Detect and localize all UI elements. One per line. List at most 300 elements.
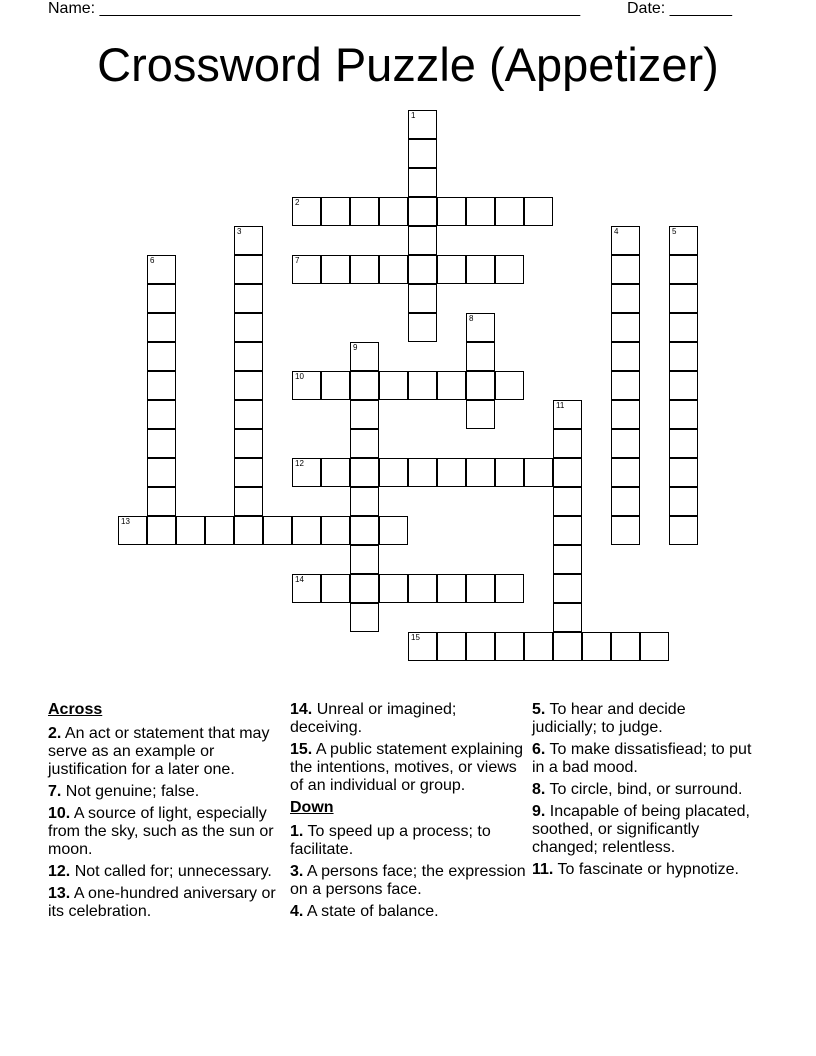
grid-cell[interactable] <box>408 284 437 313</box>
cell-letter-input[interactable] <box>467 633 494 660</box>
clue-down-item <box>290 863 526 899</box>
cell-letter-input[interactable] <box>670 517 697 544</box>
grid-cell[interactable] <box>553 632 582 661</box>
grid-cell[interactable] <box>350 545 379 574</box>
cell-letter-input[interactable] <box>670 372 697 399</box>
clue-number: 1 <box>411 111 416 120</box>
grid-cell[interactable] <box>147 313 176 342</box>
cell-letter-input[interactable] <box>235 314 262 341</box>
cell-letter-input[interactable] <box>554 546 581 573</box>
grid-cell[interactable] <box>495 371 524 400</box>
cell-letter-input[interactable] <box>496 256 523 283</box>
cell-letter-input[interactable] <box>293 575 320 602</box>
cell-letter-input[interactable] <box>235 285 262 312</box>
grid-cell[interactable] <box>466 400 495 429</box>
cell-letter-input[interactable] <box>670 401 697 428</box>
name-field-label: Name: ______________________________________________________ <box>48 0 581 17</box>
cell-letter-input[interactable] <box>438 575 465 602</box>
cell-letter-input[interactable] <box>554 430 581 457</box>
grid-cell[interactable] <box>553 429 582 458</box>
grid-cell[interactable] <box>234 400 263 429</box>
grid-cell[interactable] <box>553 400 582 429</box>
grid-cell[interactable] <box>640 632 669 661</box>
cell-letter-input[interactable] <box>409 256 436 283</box>
grid-cell[interactable] <box>321 458 350 487</box>
clue-number: 2 <box>295 198 300 207</box>
clue-number: 10 <box>295 372 304 381</box>
grid-cell[interactable] <box>350 400 379 429</box>
grid-cell[interactable] <box>147 255 176 284</box>
cell-letter-input[interactable] <box>235 488 262 515</box>
cell-letter-input[interactable] <box>293 256 320 283</box>
grid-cell[interactable] <box>147 371 176 400</box>
grid-cell[interactable] <box>669 400 698 429</box>
cell-letter-input[interactable] <box>525 633 552 660</box>
cell-letter-input[interactable] <box>351 459 378 486</box>
clue-number: 4 <box>614 227 619 236</box>
cell-letter-input[interactable] <box>351 343 378 370</box>
grid-cell[interactable] <box>292 371 321 400</box>
grid-cell[interactable] <box>553 516 582 545</box>
grid-cell[interactable] <box>611 371 640 400</box>
grid-cell[interactable] <box>379 255 408 284</box>
clue-text: To circle, bind, or surround. <box>545 781 743 798</box>
grid-cell[interactable] <box>408 574 437 603</box>
grid-cell[interactable] <box>611 487 640 516</box>
grid-cell[interactable] <box>350 516 379 545</box>
cell-letter-input[interactable] <box>467 314 494 341</box>
cell-letter-input[interactable] <box>409 140 436 167</box>
cell-letter-input[interactable] <box>612 227 639 254</box>
cell-letter-input[interactable] <box>612 372 639 399</box>
cell-letter-input[interactable] <box>235 517 262 544</box>
grid-cell[interactable] <box>408 255 437 284</box>
clue-text: Not called for; unnecessary. <box>70 863 272 880</box>
grid-cell[interactable] <box>495 632 524 661</box>
cell-letter-input[interactable] <box>554 517 581 544</box>
grid-cell[interactable] <box>466 632 495 661</box>
cell-letter-input[interactable] <box>409 198 436 225</box>
grid-cell[interactable] <box>524 197 553 226</box>
clue-text: To speed up a process; to facilitate. <box>290 823 491 858</box>
cell-letter-input[interactable] <box>293 372 320 399</box>
page-title: Crossword Puzzle (Appetizer) <box>97 38 719 91</box>
cell-letter-input[interactable] <box>148 256 175 283</box>
cell-letter-input[interactable] <box>351 604 378 631</box>
cell-letter-input[interactable] <box>177 517 204 544</box>
grid-cell[interactable] <box>611 429 640 458</box>
cell-letter-input[interactable] <box>235 430 262 457</box>
grid-cell[interactable] <box>466 371 495 400</box>
grid-cell[interactable] <box>669 371 698 400</box>
grid-cell[interactable] <box>408 632 437 661</box>
cell-letter-input[interactable] <box>322 256 349 283</box>
grid-cell[interactable] <box>611 632 640 661</box>
grid-cell[interactable] <box>611 226 640 255</box>
grid-cell[interactable] <box>350 458 379 487</box>
grid-cell[interactable] <box>292 516 321 545</box>
cell-letter-input[interactable] <box>496 198 523 225</box>
clue-text: Not genuine; false. <box>61 783 200 800</box>
grid-cell[interactable] <box>379 371 408 400</box>
grid-cell[interactable] <box>379 574 408 603</box>
cell-letter-input[interactable] <box>322 517 349 544</box>
cell-letter-input[interactable] <box>235 227 262 254</box>
cell-letter-input[interactable] <box>148 285 175 312</box>
grid-cell[interactable] <box>234 371 263 400</box>
cell-letter-input[interactable] <box>670 488 697 515</box>
cell-letter-input[interactable] <box>148 517 175 544</box>
cell-letter-input[interactable] <box>554 488 581 515</box>
cell-letter-input[interactable] <box>467 198 494 225</box>
clue-number: 12 <box>295 459 304 468</box>
grid-cell[interactable] <box>147 516 176 545</box>
grid-cell[interactable] <box>611 255 640 284</box>
grid-cell[interactable] <box>611 342 640 371</box>
cell-letter-input[interactable] <box>351 575 378 602</box>
grid-cell[interactable] <box>466 342 495 371</box>
grid-cell[interactable] <box>147 400 176 429</box>
grid-cell[interactable] <box>408 168 437 197</box>
grid-cell[interactable] <box>524 632 553 661</box>
grid-cell[interactable] <box>669 516 698 545</box>
clue-down-item <box>532 741 752 777</box>
clue-across-item <box>48 725 284 779</box>
cell-letter-input[interactable] <box>148 488 175 515</box>
grid-cell[interactable] <box>147 487 176 516</box>
cell-letter-input[interactable] <box>409 372 436 399</box>
grid-cell[interactable] <box>321 197 350 226</box>
clue-text: A public statement explaining the intentions, motives, or views of an individual or group. <box>290 741 524 794</box>
cell-letter-input[interactable] <box>670 343 697 370</box>
grid-cell[interactable] <box>234 342 263 371</box>
grid-cell[interactable] <box>437 458 466 487</box>
cell-letter-input[interactable] <box>409 633 436 660</box>
grid-cell[interactable] <box>669 255 698 284</box>
grid-cell[interactable] <box>350 429 379 458</box>
cell-letter-input[interactable] <box>612 459 639 486</box>
grid-cell[interactable] <box>495 197 524 226</box>
grid-cell[interactable] <box>379 516 408 545</box>
cell-letter-input[interactable] <box>409 111 436 138</box>
cell-letter-input[interactable] <box>612 256 639 283</box>
grid-cell[interactable] <box>147 458 176 487</box>
grid-cell[interactable] <box>176 516 205 545</box>
cell-letter-input[interactable] <box>409 227 436 254</box>
cell-letter-input[interactable] <box>438 459 465 486</box>
cell-letter-input[interactable] <box>322 198 349 225</box>
cell-letter-input[interactable] <box>235 256 262 283</box>
grid-cell[interactable] <box>495 458 524 487</box>
cell-letter-input[interactable] <box>467 575 494 602</box>
grid-cell[interactable] <box>611 458 640 487</box>
grid-cell[interactable] <box>379 197 408 226</box>
cell-letter-input[interactable] <box>612 343 639 370</box>
grid-cell[interactable] <box>321 255 350 284</box>
clue-number-label: 1. <box>290 823 304 840</box>
grid-cell[interactable] <box>321 516 350 545</box>
grid-cell[interactable] <box>437 255 466 284</box>
cell-letter-input[interactable] <box>380 575 407 602</box>
grid-cell[interactable] <box>582 632 611 661</box>
grid-cell[interactable] <box>321 574 350 603</box>
cell-letter-input[interactable] <box>670 285 697 312</box>
clue-text: Incapable of being placated, soothed, or significantly changed; relentless. <box>532 803 750 856</box>
grid-cell[interactable] <box>234 458 263 487</box>
grid-cell[interactable] <box>495 574 524 603</box>
grid-cell[interactable] <box>437 197 466 226</box>
grid-cell[interactable] <box>408 197 437 226</box>
clue-number-label: 10. <box>48 805 71 822</box>
clue-number: 6 <box>150 256 155 265</box>
grid-cell[interactable] <box>408 313 437 342</box>
grid-cell[interactable] <box>350 487 379 516</box>
clue-across-item <box>290 701 526 737</box>
clue-number-label: 14. <box>290 701 313 718</box>
grid-cell[interactable] <box>350 574 379 603</box>
grid-cell[interactable] <box>466 197 495 226</box>
cell-letter-input[interactable] <box>380 198 407 225</box>
grid-cell[interactable] <box>553 458 582 487</box>
grid-cell[interactable] <box>350 197 379 226</box>
grid-cell[interactable] <box>263 516 292 545</box>
clue-across-item <box>48 885 284 921</box>
cell-letter-input[interactable] <box>293 198 320 225</box>
cell-letter-input[interactable] <box>409 169 436 196</box>
cell-letter-input[interactable] <box>612 517 639 544</box>
cell-letter-input[interactable] <box>438 198 465 225</box>
clue-section-heading: Down <box>290 799 334 816</box>
grid-cell[interactable] <box>408 139 437 168</box>
cell-letter-input[interactable] <box>322 372 349 399</box>
grid-cell[interactable] <box>466 313 495 342</box>
grid-cell[interactable] <box>408 458 437 487</box>
clue-number-label: 5. <box>532 701 546 718</box>
grid-cell[interactable] <box>350 603 379 632</box>
cell-letter-input[interactable] <box>467 459 494 486</box>
grid-cell[interactable] <box>669 458 698 487</box>
cell-letter-input[interactable] <box>612 633 639 660</box>
grid-cell[interactable] <box>292 458 321 487</box>
grid-cell[interactable] <box>553 574 582 603</box>
grid-cell[interactable] <box>234 255 263 284</box>
grid-cell[interactable] <box>437 632 466 661</box>
cell-letter-input[interactable] <box>119 517 146 544</box>
grid-cell[interactable] <box>350 342 379 371</box>
cell-letter-input[interactable] <box>525 459 552 486</box>
cell-letter-input[interactable] <box>496 372 523 399</box>
grid-cell[interactable] <box>234 516 263 545</box>
cell-letter-input[interactable] <box>235 372 262 399</box>
grid-cell[interactable] <box>669 284 698 313</box>
grid-cell[interactable] <box>669 429 698 458</box>
cell-letter-input[interactable] <box>351 198 378 225</box>
cell-letter-input[interactable] <box>409 314 436 341</box>
grid-cell[interactable] <box>437 574 466 603</box>
clue-number: 5 <box>672 227 677 236</box>
cell-letter-input[interactable] <box>438 256 465 283</box>
grid-cell[interactable] <box>669 487 698 516</box>
grid-cell[interactable] <box>611 313 640 342</box>
clue-down-item <box>290 903 526 921</box>
cell-letter-input[interactable] <box>612 488 639 515</box>
grid-cell[interactable] <box>524 458 553 487</box>
grid-cell[interactable] <box>350 371 379 400</box>
grid-cell[interactable] <box>611 516 640 545</box>
grid-cell[interactable] <box>611 400 640 429</box>
grid-cell[interactable] <box>669 313 698 342</box>
cell-letter-input[interactable] <box>612 314 639 341</box>
clue-number: 15 <box>411 633 420 642</box>
cell-letter-input[interactable] <box>409 459 436 486</box>
cell-letter-input[interactable] <box>467 372 494 399</box>
cell-letter-input[interactable] <box>148 401 175 428</box>
cell-letter-input[interactable] <box>351 430 378 457</box>
cell-letter-input[interactable] <box>148 430 175 457</box>
cell-letter-input[interactable] <box>496 459 523 486</box>
grid-cell[interactable] <box>350 255 379 284</box>
clue-down-item <box>532 803 752 857</box>
cell-letter-input[interactable] <box>293 459 320 486</box>
cell-letter-input[interactable] <box>467 256 494 283</box>
grid-cell[interactable] <box>147 342 176 371</box>
grid-cell[interactable] <box>205 516 234 545</box>
cell-letter-input[interactable] <box>409 285 436 312</box>
clue-text: A one-hundred aniversary or its celebration. <box>48 885 276 920</box>
grid-cell[interactable] <box>234 284 263 313</box>
cell-letter-input[interactable] <box>380 256 407 283</box>
clue-across-item <box>48 805 284 859</box>
grid-cell[interactable] <box>553 545 582 574</box>
cell-letter-input[interactable] <box>438 633 465 660</box>
cell-letter-input[interactable] <box>148 372 175 399</box>
cell-letter-input[interactable] <box>148 459 175 486</box>
grid-cell[interactable] <box>495 255 524 284</box>
cell-letter-input[interactable] <box>438 372 465 399</box>
grid-cell[interactable] <box>466 458 495 487</box>
grid-cell[interactable] <box>234 313 263 342</box>
grid-cell[interactable] <box>669 342 698 371</box>
cell-letter-input[interactable] <box>525 198 552 225</box>
clue-number: 8 <box>469 314 474 323</box>
cell-letter-input[interactable] <box>612 401 639 428</box>
grid-cell[interactable] <box>553 487 582 516</box>
cell-letter-input[interactable] <box>351 256 378 283</box>
cell-letter-input[interactable] <box>467 343 494 370</box>
grid-cell[interactable] <box>292 197 321 226</box>
clue-number-label: 4. <box>290 903 304 920</box>
cell-letter-input[interactable] <box>351 372 378 399</box>
cell-letter-input[interactable] <box>554 575 581 602</box>
clue-number-label: 8. <box>532 781 546 798</box>
clue-text: To fascinate or hypnotize. <box>553 861 739 878</box>
cell-letter-input[interactable] <box>583 633 610 660</box>
cell-letter-input[interactable] <box>351 401 378 428</box>
cell-letter-input[interactable] <box>148 343 175 370</box>
clue-down-item <box>290 823 526 859</box>
grid-cell[interactable] <box>408 110 437 139</box>
cell-letter-input[interactable] <box>670 256 697 283</box>
clue-section-heading: Across <box>48 701 103 718</box>
cell-letter-input[interactable] <box>235 401 262 428</box>
grid-cell[interactable] <box>292 574 321 603</box>
clue-number: 7 <box>295 256 300 265</box>
cell-letter-input[interactable] <box>148 314 175 341</box>
clue-text: An act or statement that may serve as an example or justification for a later one. <box>48 725 270 778</box>
grid-cell[interactable] <box>437 371 466 400</box>
cell-letter-input[interactable] <box>496 575 523 602</box>
cell-letter-input[interactable] <box>351 517 378 544</box>
clues-column-2 <box>290 701 526 925</box>
grid-cell[interactable] <box>553 603 582 632</box>
cell-letter-input[interactable] <box>670 430 697 457</box>
cell-letter-input[interactable] <box>554 401 581 428</box>
clue-number-label: 13. <box>48 885 71 902</box>
cell-letter-input[interactable] <box>670 459 697 486</box>
grid-cell[interactable] <box>147 429 176 458</box>
grid-cell[interactable] <box>466 574 495 603</box>
clue-text: To make dissatisfiead; to put in a bad mood. <box>532 741 752 776</box>
grid-cell[interactable] <box>292 255 321 284</box>
grid-cell[interactable] <box>234 487 263 516</box>
cell-letter-input[interactable] <box>496 633 523 660</box>
cell-letter-input[interactable] <box>206 517 233 544</box>
clue-number-label: 7. <box>48 783 62 800</box>
grid-cell[interactable] <box>611 284 640 313</box>
grid-cell[interactable] <box>408 226 437 255</box>
cell-letter-input[interactable] <box>351 488 378 515</box>
grid-cell[interactable] <box>118 516 147 545</box>
clue-number-label: 6. <box>532 741 546 758</box>
grid-cell[interactable] <box>408 371 437 400</box>
clue-number: 13 <box>121 517 130 526</box>
cell-letter-input[interactable] <box>380 517 407 544</box>
cell-letter-input[interactable] <box>235 459 262 486</box>
clue-text: Unreal or imagined; deceiving. <box>290 701 457 736</box>
cell-letter-input[interactable] <box>612 285 639 312</box>
grid-cell[interactable] <box>379 458 408 487</box>
clue-across-item <box>290 741 526 795</box>
cell-letter-input[interactable] <box>264 517 291 544</box>
cell-letter-input[interactable] <box>351 546 378 573</box>
cell-letter-input[interactable] <box>641 633 668 660</box>
cell-letter-input[interactable] <box>670 227 697 254</box>
grid-cell[interactable] <box>234 226 263 255</box>
clues-column-3 <box>532 701 752 883</box>
cell-letter-input[interactable] <box>322 459 349 486</box>
cell-letter-input[interactable] <box>554 604 581 631</box>
cell-letter-input[interactable] <box>409 575 436 602</box>
cell-letter-input[interactable] <box>322 575 349 602</box>
grid-cell[interactable] <box>234 429 263 458</box>
cell-letter-input[interactable] <box>235 343 262 370</box>
clue-text: A state of balance. <box>303 903 439 920</box>
grid-cell[interactable] <box>321 371 350 400</box>
cell-letter-input[interactable] <box>554 633 581 660</box>
grid-cell[interactable] <box>466 255 495 284</box>
cell-letter-input[interactable] <box>380 372 407 399</box>
clue-number-label: 9. <box>532 803 546 820</box>
cell-letter-input[interactable] <box>293 517 320 544</box>
cell-letter-input[interactable] <box>670 314 697 341</box>
cell-letter-input[interactable] <box>612 430 639 457</box>
cell-letter-input[interactable] <box>467 401 494 428</box>
grid-cell[interactable] <box>669 226 698 255</box>
clue-number-label: 3. <box>290 863 304 880</box>
cell-letter-input[interactable] <box>380 459 407 486</box>
grid-cell[interactable] <box>147 284 176 313</box>
cell-letter-input[interactable] <box>554 459 581 486</box>
